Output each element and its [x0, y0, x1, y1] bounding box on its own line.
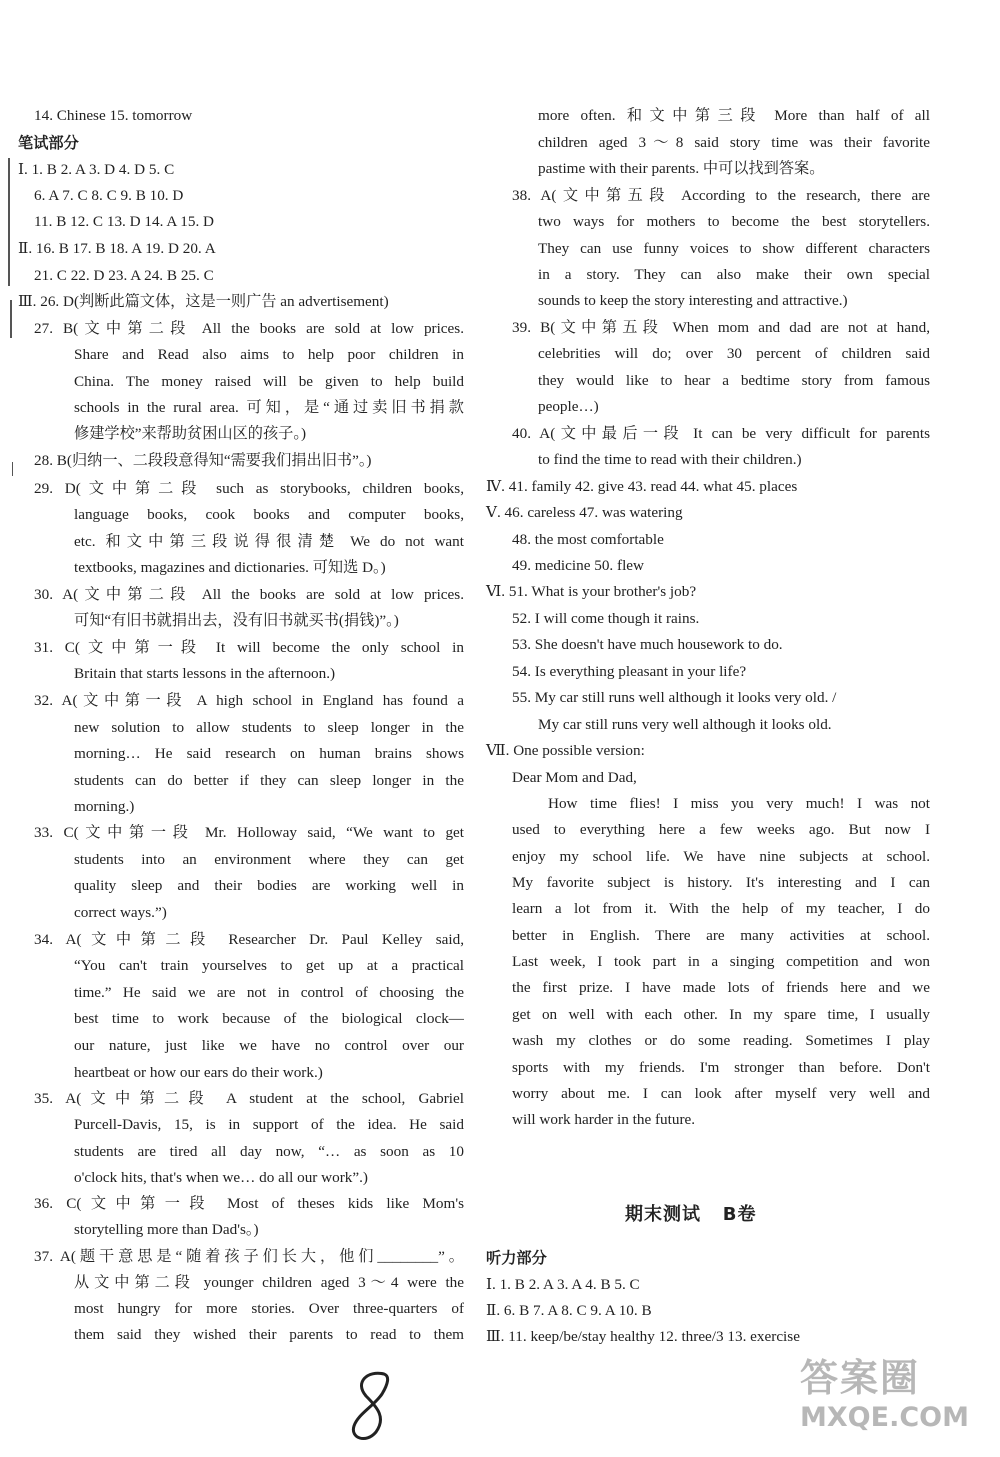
text-line: My favorite subject is history. It's interesting and I can	[512, 874, 930, 891]
text-line: worry about me. I can look after myself very well and	[512, 1085, 930, 1102]
text-line: 38. A(文中第五段 According to the research, there are	[512, 187, 930, 204]
text-line: correct ways.”)	[74, 904, 167, 921]
text-line: textbooks, magazines and dictionaries. 可知选 D。)	[74, 559, 386, 576]
text-line: China. The money raised will be given to help build	[74, 373, 464, 390]
text-line: new solution to allow students to sleep longer in the	[74, 719, 464, 736]
text-line: students into an environment where they can get	[74, 851, 464, 868]
watermark-top: 答案圈	[800, 1356, 921, 1400]
text-line: quality sleep and their bodies are working well in	[74, 877, 464, 894]
text-line: 35. A(文中第二段 A student at the school, Gabriel	[34, 1090, 464, 1107]
text-line: 54. Is everything pleasant in your life?	[512, 663, 747, 680]
text-line: pastime with their parents. 中可以找到答案。	[538, 160, 825, 177]
text-line: schools in the rural area. 可知，是“通过卖旧书捐款	[74, 399, 464, 416]
text-line: language books, cook books and computer books,	[74, 506, 464, 523]
text-line: 11. B 12. C 13. D 14. A 15. D	[34, 213, 215, 230]
text-line: in a story. They can also make their own special	[538, 266, 930, 283]
text-line: the first prize. I have made lots of friends here and we	[512, 979, 930, 996]
text-line: morning… He said research on human brains shows	[74, 745, 464, 762]
text-line: 39. B(文中第五段 When mom and dad are not at hand,	[512, 319, 930, 336]
text-line: 29. D(文中第二段 such as storybooks, children books,	[34, 480, 464, 497]
text-line: 53. She doesn't have much housework to do.	[512, 636, 783, 653]
text-line: most hungry for more stories. Over three-quarters of	[74, 1300, 464, 1317]
text-line: 30. A(文中第二段 All the books are sold at low prices.	[34, 586, 464, 603]
text-line: students are tired all day now, “… as soon as 10	[74, 1143, 464, 1160]
text-line: 21. C 22. D 23. A 24. B 25. C	[34, 267, 214, 284]
text-line: 从文中第二段 younger children aged 3～4 were the	[74, 1274, 464, 1291]
text-line: Britain that starts lessons in the afternoon.)	[74, 665, 336, 682]
text-line: two ways for mothers to become the best storytellers.	[538, 213, 930, 230]
text-line: 48. the most comfortable	[512, 531, 664, 548]
text-line: Share and Read also aims to help poor children in	[74, 346, 464, 363]
text-line: 听力部分	[486, 1249, 547, 1267]
text-line: 14. Chinese 15. tomorrow	[34, 107, 193, 124]
watermark-bottom: MXQE.COM	[800, 1402, 969, 1433]
text-line: 33. C(文中第一段 Mr. Holloway said, “We want to get	[34, 824, 464, 841]
text-line: Ⅰ. 1. B 2. A 3. A 4. B 5. C	[486, 1276, 640, 1293]
text-line: sports with my friends. I'm stronger than before. Don't	[512, 1059, 930, 1076]
text-line: Ⅶ. One possible version:	[486, 742, 645, 759]
text-line: time.” He said we are not in control of choosing the	[74, 984, 464, 1001]
text-line: Ⅱ. 6. B 7. A 8. C 9. A 10. B	[486, 1302, 652, 1319]
text-line: best time to work because of the biological clock—	[74, 1010, 464, 1027]
text-line: 27. B(文中第二段 All the books are sold at low prices.	[34, 320, 464, 337]
text-line: people…)	[538, 398, 599, 415]
text-line: Ⅱ. 16. B 17. B 18. A 19. D 20. A	[18, 240, 216, 257]
text-line: 期末测试 B卷	[625, 1204, 757, 1225]
margin-mark	[12, 462, 13, 476]
text-line: 52. I will come though it rains.	[512, 610, 700, 627]
text-line: students can do better if they can sleep longer in the	[74, 772, 464, 789]
text-line: Ⅰ. 1. B 2. A 3. D 4. D 5. C	[18, 161, 175, 178]
text-line: How time flies! I miss you very much! I was not	[548, 795, 930, 812]
text-line: 修建学校”来帮助贫困山区的孩子。)	[74, 425, 307, 442]
margin-mark	[10, 300, 12, 338]
text-line: heartbeat or how our ears do their work.)	[74, 1064, 323, 1081]
text-line: etc. 和文中第三段说得很清楚 We do not want	[74, 533, 464, 550]
text-line: used to everything here a few weeks ago. But now I	[512, 821, 930, 838]
text-line: will work harder in the future.	[512, 1111, 696, 1128]
text-line: Ⅲ. 11. keep/be/stay healthy 12. three/3 13. exercise	[486, 1328, 800, 1345]
text-line: storytelling more than Dad's。)	[74, 1221, 259, 1238]
text-line: 28. B(归纳一、二段段意得知“需要我们捐出旧书”。)	[34, 452, 372, 469]
text-line: 31. C(文中第一段 It will become the only school in	[34, 639, 464, 656]
text-line: Purcell-Davis, 15, is in support of the idea. He said	[74, 1116, 464, 1133]
text-line: to find the time to read with their children.)	[538, 451, 802, 468]
text-line: learn a lot from it. With the help of my teacher, I do	[512, 900, 930, 917]
text-line: Ⅲ. 26. D(判断此篇文体，这是一则广告 an advertisement)	[18, 293, 389, 310]
handwritten-8	[346, 1368, 406, 1448]
text-line: 32. A(文中第一段 A high school in England has found a	[34, 692, 464, 709]
text-line: 49. medicine 50. flew	[512, 557, 645, 574]
text-line: Ⅳ. 41. family 42. give 43. read 44. what 45. places	[486, 478, 798, 495]
text-line: Last week, I took part in a singing competition and won	[512, 953, 930, 970]
text-line: morning.)	[74, 798, 135, 815]
text-line: they would like to hear a bedtime story from famous	[538, 372, 930, 389]
text-line: 34. A(文中第二段 Researcher Dr. Paul Kelley said,	[34, 931, 464, 948]
text-line: children aged 3～8 said story time was their favorite	[538, 134, 930, 151]
text-line: more often. 和文中第三段 More than half of all	[538, 107, 930, 124]
text-line: 36. C(文中第一段 Most of theses kids like Mom's	[34, 1195, 464, 1212]
text-line: Ⅵ. 51. What is your brother's job?	[486, 583, 697, 600]
text-line: 笔试部分	[18, 134, 79, 152]
text-line: better in English. There are many activities at school.	[512, 927, 930, 944]
text-line: Ⅴ. 46. careless 47. was watering	[486, 504, 683, 521]
text-line: 40. A(文中最后一段 It can be very difficult for parents	[512, 425, 930, 442]
text-line: “You can't train yourselves to get up at a practical	[74, 957, 464, 974]
text-line: o'clock hits, that's when we… do all our work”.)	[74, 1169, 368, 1186]
text-line: get on well with each other. In my spare time, I usually	[512, 1006, 930, 1023]
text-line: They can use funny voices to show different characters	[538, 240, 930, 257]
text-line: 55. My car still runs well although it looks very old. /	[512, 689, 837, 706]
text-line: enjoy my school life. We have nine subjects at school.	[512, 848, 930, 865]
margin-mark	[8, 158, 10, 286]
text-line: My car still runs very well although it looks old.	[538, 716, 832, 733]
text-line: celebrities will do; over 30 percent of children said	[538, 345, 930, 362]
text-line: Dear Mom and Dad,	[512, 769, 637, 786]
text-line: 37. A(题干意思是“随着孩子们长大，他们________”。	[34, 1248, 464, 1265]
text-line: 6. A 7. C 8. C 9. B 10. D	[34, 187, 184, 204]
text-line: sounds to keep the story interesting and attractive.)	[538, 292, 848, 309]
text-line: our nature, just like we have no control over our	[74, 1037, 464, 1054]
text-line: them said they wished their parents to read to them	[74, 1326, 464, 1343]
text-line: wash my clothes or do some reading. Sometimes I play	[512, 1032, 930, 1049]
watermark-logo	[800, 1355, 980, 1450]
page-number	[346, 1368, 406, 1448]
text-line: 可知“有旧书就捐出去，没有旧书就买书(捐钱)”。)	[74, 612, 399, 629]
